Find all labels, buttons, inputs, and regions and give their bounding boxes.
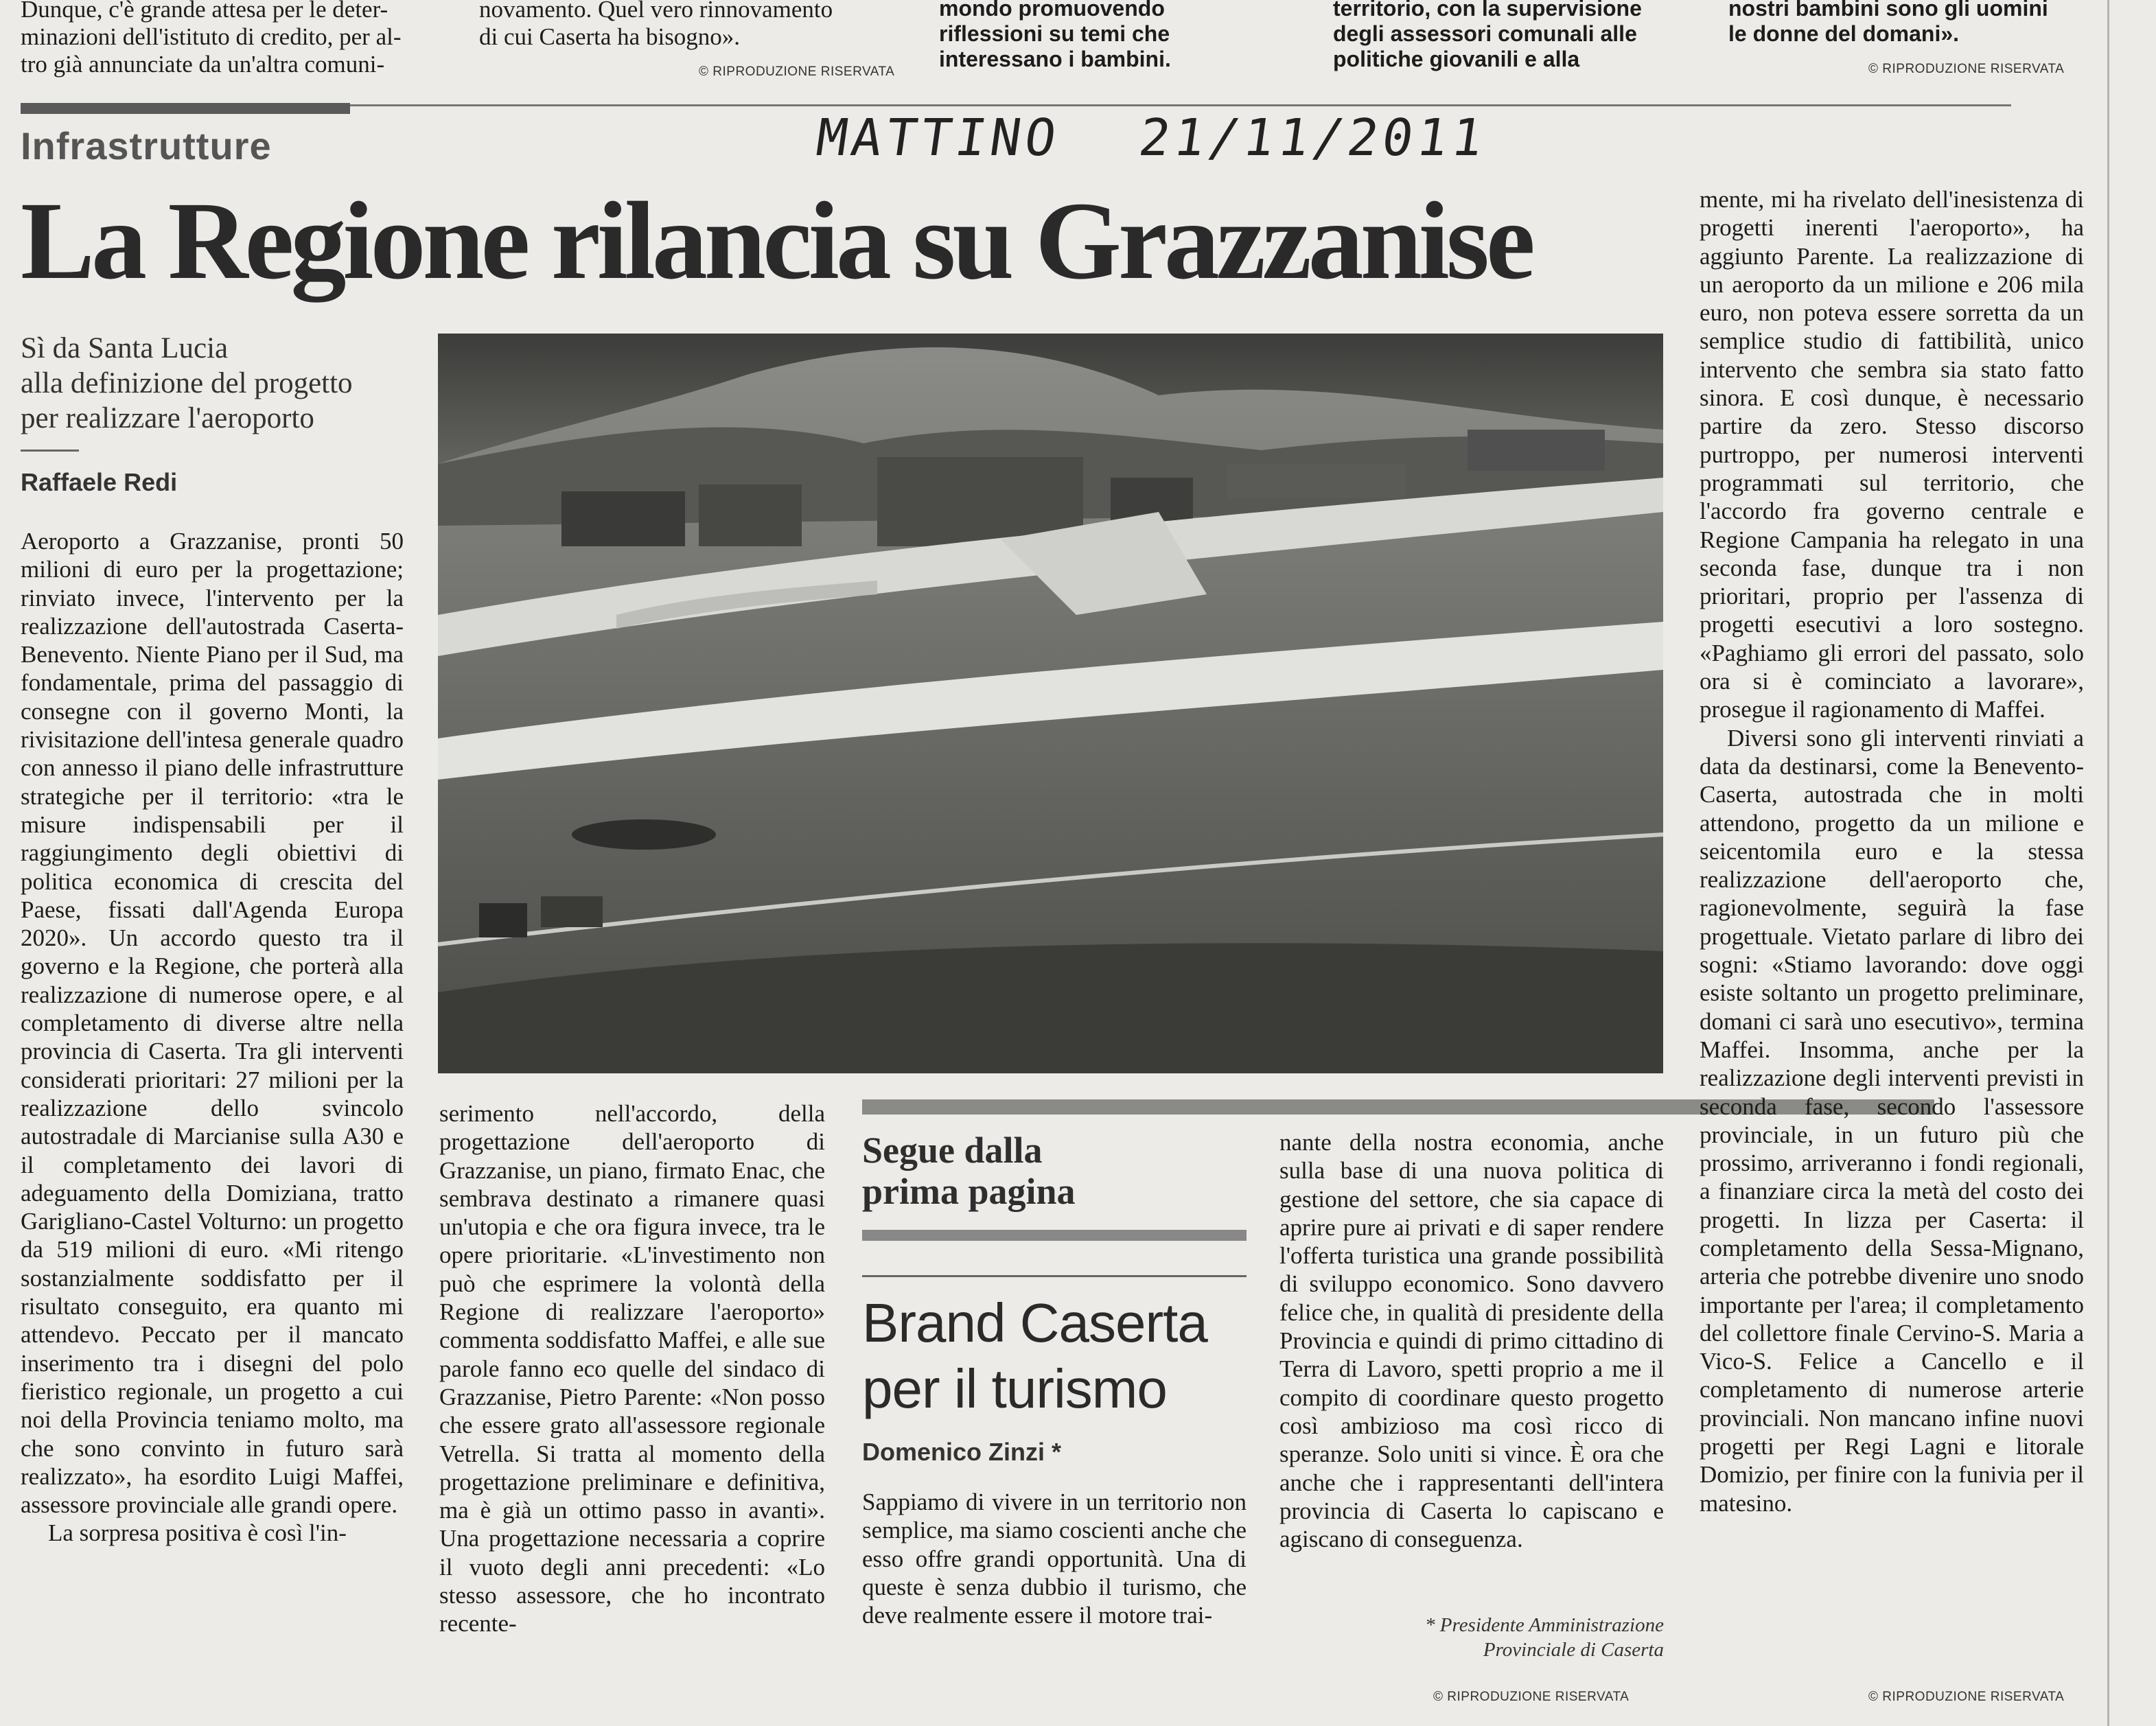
- top-snippet-3: mondo promuovendo riflessioni su temi che interessano i bambini.: [939, 0, 1171, 71]
- top-divider: [350, 104, 2011, 106]
- article-column-5: [1700, 185, 2084, 1517]
- column-1-paragraph-1: Aeroporto a Grazzanise, pronti 50 milioni di euro per la progettazione; rinviato invece, l'intervento per la realizzazione dell'autostrada Caserta-Benevento. Niente Piano per il Sud, ma fondamentale, prima del passaggio di consegne con il governo Monti, la rivisitazione dell'intesa generale quadro con annesso il piano delle infrastrutture strategiche per il territorio: «tra le misure indispensabili per il raggiungimento degli obiettivi di politica economica di crescita del Paese, fissati dall'Agenda Europa 2020». Un accordo questo tra il governo e la Regione, che porterà alla realizzazione di numerose opere, e al completamento di diverse altre nella provincia di Caserta. Tra gli interventi considerati prioritari: 27 milioni per la realizzazione dello svincolo autostradale di Marcianise sulla A30 e il completamento dei lavori di adeguamento della Domiziana, tratto Garigliano-Castel Volturno: un progetto da 519 milioni di euro. «Mi ritengo sostanzialmente soddisfatto per il risultato conseguito, era quanto mi attendevo. Peccato per il mancato inserimento tra i disegni del polo fieristico regionale, un progetto a cui noi della Provincia teniamo molto, ma che sono convinto in futuro sarà realizzato», ha esordito Luigi Maffei, assessore provinciale alle grandi opere.: [21, 528, 404, 1519]
- top-snippet-1: Dunque, c'è grande attesa per le deter- minazioni dell'istituto di credito, per al- tro già annunciate da un'altra comuni-: [21, 0, 402, 78]
- column-1-paragraph-2: La sorpresa positiva è così l'in-: [48, 1519, 347, 1547]
- headline: La Regione rilancia su Grazzanise: [21, 180, 1532, 303]
- top-snippet-5: nostri bambini sono gli uomini le donne del domani».: [1728, 0, 2048, 46]
- deck: Sì da Santa Lucia alla definizione del progetto per realizzare l'aeroporto: [21, 332, 353, 434]
- sidebar-column-1: [862, 1488, 1247, 1629]
- sidebar-column-1-text: Sappiamo di vivere in un territorio non semplice, ma siamo coscienti anche che esso offre grandi opportunità. Una di queste è senza dubbio il turismo, che deve realmente essere il motore trai-: [862, 1489, 1247, 1629]
- sidebar-column-2: [1279, 1128, 1664, 1553]
- column-5-paragraph-2: Diversi sono gli interventi rinviati a data da destinarsi, come la Benevento-Caserta, autostrada che in molti attendono, progetto da un milione e seicentomila euro e la stessa realizzazione dell'aeroporto che, ragionevolmente, seguirà la fase progettuale. Vietato parlare di libro dei sogni: «Stiamo lavorando: dove oggi esiste soltanto un progetto preliminare, domani ci sarà uno esecutivo», termina Maffei. Insomma, anche per la realizzazione degli interventi previsti in seconda fase, secondo l'assessore provinciale, in un futuro più che prossimo, arriveranno i fondi regionali, a finanziare circa la metà del costo dei progetti. In lizza per Caserta: il completamento della Sessa-Mignano, arteria che potrebbe divenire uno snodo importante per l'area; il completamento del collettore finale Cervino-S. Maria a Vico-S. Felice a Cancello e il completamento di numerose arterie provinciali. Non mancano infine nuovi progetti per Regi Lagni e litorale Domizio, per finire con la funivia per il matesino.: [1700, 724, 2084, 1517]
- column-2-text: serimento nell'accordo, della progettazione dell'aeroporto di Grazzanise, un piano, firmato Enac, che sembrava destinato a rimanere quasi un'utopia e che ora figura invece, tra le opere prioritarie. «L'investimento non può che esprimere la volontà della Regione di realizzare l'aeroporto» commenta soddisfatto Maffei, e alle sue parole fanno eco quelle del sindaco di Grazzanise, Pietro Parente: «Non posso che essere grato all'assessore regionale Vetrella. Si tratta al momento della progettazione preliminare e definitiva, ma è già un ottimo passo in avanti». Una progettazione necessaria a coprire il vuoto degli anni precedenti: «Lo stesso assessore, che ho incontrato recente-: [439, 1100, 825, 1637]
- sidebar-byline: Domenico Zinzi *: [862, 1438, 1062, 1466]
- sidebar-title: Brand Caserta per il turismo: [862, 1292, 1207, 1419]
- article-column-1: [21, 527, 404, 1548]
- section-bar: [21, 103, 350, 114]
- section-label: Infrastrutture: [21, 124, 272, 167]
- top-snippet-4: territorio, con la supervisione degli assessori comunali alle politiche giovanili e alla: [1333, 0, 1642, 71]
- handwritten-date: 21/11/2011: [1135, 108, 1491, 167]
- airport-photo: [438, 334, 1663, 1073]
- sidebar-column-2-text: nante della nostra economia, anche sulla base di una nuova politica di gestione del settore, che sia capace di aprire pure ai privati e di saper rendere l'offerta turistica una grande possibilità di sviluppo economico. Sono davvero felice che, in qualità di presidente della Provincia e quindi di primo cittadino di Terra di Lavoro, spetti proprio a me il compito di coordinare questo progetto così ambizioso ma così ricco di speranze. Solo uniti si vince. È ora che anche che i rappresentanti dell'intera provincia di Caserta lo capiscano e agiscano di conseguenza.: [1279, 1129, 1664, 1553]
- byline: Raffaele Redi: [21, 468, 178, 496]
- column-5-paragraph-1: mente, mi ha rivelato dell'inesistenza di progetti inerenti l'aeroporto», ha aggiunto Parente. La realizzazione di un aeroporto da un milione e 206 mila euro, non poteva essere sorretta da un semplice studio di fattibilità, unico intervento che sembra sia stato fatto sinora. E così dunque, è necessario partire da zero. Stesso discorso purtroppo, per numerosi interventi programmati sul territorio, che l'accordo fra governo centrale e Regione Campania ha relegato in una seconda fase, dunque tra i non prioritari, proprio per l'assenza di progetti esecutivi a loro sostegno. «Paghiamo gli errori del passato, solo ora si è cominciato a lavorare», prosegue il ragionamento di Maffei.: [1700, 186, 2084, 723]
- sidebar-kicker-bar: [862, 1230, 1247, 1241]
- deck-divider: [21, 450, 79, 452]
- article-copyright: © RIPRODUZIONE RISERVATA: [1868, 1690, 2065, 1704]
- page-edge: [2107, 0, 2109, 1726]
- sidebar-kicker: Segue dalla prima pagina: [862, 1130, 1076, 1212]
- article-column-2: [439, 1099, 825, 1638]
- top-snippet-2: novamento. Quel vero rinnovamento di cui Caserta ha bisogno».: [479, 0, 833, 50]
- handwritten-source: MATTINO: [812, 108, 1064, 167]
- sidebar-title-divider: [862, 1275, 1247, 1277]
- airport-photo-graphic: [438, 334, 1663, 1073]
- sidebar-footnote: * Presidente Amministrazione Provinciale di Caserta: [1425, 1614, 1664, 1661]
- top-copyright-2: © RIPRODUZIONE RISERVATA: [1868, 62, 2065, 76]
- top-copyright-1: © RIPRODUZIONE RISERVATA: [699, 65, 895, 79]
- sidebar-copyright: © RIPRODUZIONE RISERVATA: [1433, 1690, 1630, 1704]
